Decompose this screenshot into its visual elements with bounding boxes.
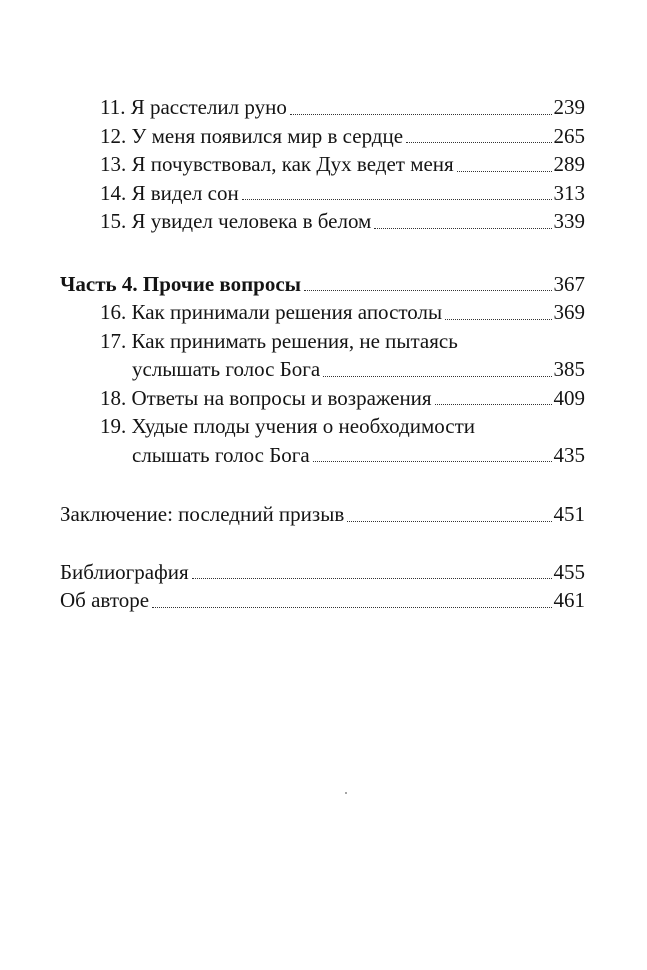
toc-entry-page: 455 xyxy=(553,559,585,584)
toc-entry-title-continued: слышать голос Бога xyxy=(132,442,310,467)
dot-leader xyxy=(347,521,551,522)
section-spacer xyxy=(60,529,585,558)
dot-leader xyxy=(406,142,551,143)
scan-speck xyxy=(345,792,347,794)
dot-leader xyxy=(457,171,552,172)
toc-entry-chapter-17-line-2[interactable] xyxy=(60,355,585,384)
dot-leader xyxy=(323,376,551,377)
dot-leader xyxy=(313,461,552,462)
dot-leader xyxy=(192,578,552,579)
dot-leader xyxy=(445,319,551,320)
toc-entry-page: 409 xyxy=(553,385,585,410)
toc-entry-chapter-16[interactable] xyxy=(60,298,585,327)
toc-entry-title: 17. Как принимать решения, не пытаясь xyxy=(100,328,458,353)
toc-entry-page: 369 xyxy=(553,300,585,324)
toc-entry-title: Библиография xyxy=(60,559,189,584)
toc-entry-title: 15. Я увидел человека в белом xyxy=(100,209,372,233)
toc-entry-conclusion[interactable] xyxy=(60,500,585,529)
dot-leader xyxy=(290,114,552,115)
dot-leader xyxy=(374,228,551,229)
toc-entry-page: 239 xyxy=(553,95,585,119)
table-of-contents xyxy=(60,93,585,615)
toc-entry-page: 435 xyxy=(553,442,585,467)
toc-entry-chapter-18[interactable] xyxy=(60,384,585,413)
toc-entry-page: 339 xyxy=(553,209,585,233)
toc-entry-title: 18. Ответы на вопросы и возражения xyxy=(100,385,432,410)
toc-entry-page: 265 xyxy=(553,123,585,148)
toc-entry-title-continued: услышать голос Бога xyxy=(132,357,321,381)
toc-entry-chapter-14[interactable] xyxy=(60,179,585,208)
dot-leader xyxy=(304,290,551,291)
toc-entry-chapter-17-line-1[interactable] xyxy=(60,327,585,356)
dot-leader xyxy=(152,607,551,608)
toc-entry-page: 289 xyxy=(553,152,585,176)
toc-entry-chapter-19-line-1[interactable] xyxy=(60,412,585,441)
toc-entry-title: Заключение: последний призыв xyxy=(60,502,345,526)
toc-entry-title: 14. Я видел сон xyxy=(100,180,239,205)
toc-entry-about-author[interactable] xyxy=(60,586,585,615)
toc-entry-part-4[interactable] xyxy=(60,270,585,299)
toc-entry-chapter-19-line-2[interactable] xyxy=(60,441,585,470)
toc-entry-title: 13. Я почувствовал, как Дух ведет меня xyxy=(100,152,454,176)
toc-entry-chapter-11[interactable] xyxy=(60,93,585,122)
toc-entry-page: 461 xyxy=(553,588,585,612)
toc-entry-page: 451 xyxy=(553,502,585,526)
dot-leader xyxy=(435,404,552,405)
toc-entry-chapter-12[interactable] xyxy=(60,122,585,151)
toc-entry-title: 11. Я расстелил руно xyxy=(100,95,287,119)
toc-part-title: Часть 4. Прочие вопросы xyxy=(60,271,302,296)
toc-entry-page: 385 xyxy=(553,357,585,381)
section-spacer xyxy=(60,236,585,270)
toc-entry-page: 313 xyxy=(553,180,585,205)
toc-entry-page: 367 xyxy=(553,271,585,296)
dot-leader xyxy=(242,199,552,200)
toc-entry-bibliography[interactable] xyxy=(60,558,585,587)
toc-entry-title: Об авторе xyxy=(60,588,150,612)
toc-entry-title: 12. У меня появился мир в сердце xyxy=(100,123,404,148)
section-spacer xyxy=(60,469,585,500)
toc-entry-chapter-13[interactable] xyxy=(60,150,585,179)
toc-entry-title: 19. Худые плоды учения о необходимости xyxy=(100,414,476,438)
toc-entry-chapter-15[interactable] xyxy=(60,207,585,236)
toc-entry-title: 16. Как принимали решения апостолы xyxy=(100,300,443,324)
